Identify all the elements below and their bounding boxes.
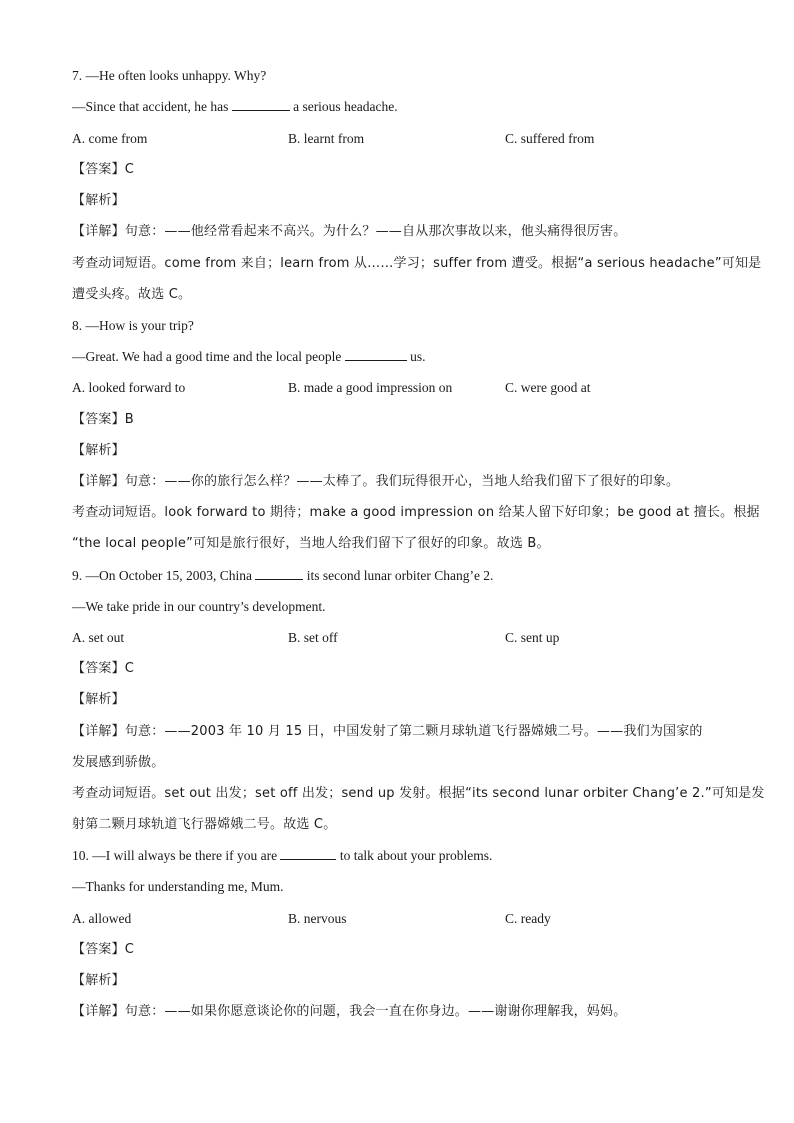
q9-blank	[255, 567, 303, 580]
q9-reply: —We take pride in our country’s development.	[72, 599, 326, 614]
q9-answer: 【答案】C	[72, 661, 135, 676]
q8-detail: 【详解】句意：——你的旅行怎么样？——太棒了。我们玩得很开心，当地人给我们留下了很好的印象。	[72, 474, 680, 489]
q9-option-c: C. sent up	[505, 630, 560, 645]
q9-option-b: B. set off	[288, 630, 338, 645]
q9-stem-pre: 9. —On October 15, 2003, China	[72, 568, 256, 583]
q7-reply-post: a serious headache.	[289, 99, 398, 114]
q7-option-b: B. learnt from	[288, 131, 365, 146]
q9-stem-post: its second lunar orbiter Chang’e 2.	[303, 568, 494, 583]
q7-analysis: 【解析】	[72, 193, 125, 208]
q8-explain-2: “the local people”可知是旅行很好，当地人给我们留下了很好的印象。故选 B。	[72, 536, 550, 551]
q8-analysis: 【解析】	[72, 443, 125, 458]
q10-answer: 【答案】C	[72, 942, 135, 957]
q9-explain-2: 射第二颗月球轨道飞行器嫦娥二号。故选 C。	[72, 817, 337, 832]
q7-detail: 【详解】句意：——他经常看起来不高兴。为什么？——自从那次事故以来，他头痛得很厉害。	[72, 224, 627, 239]
q7-explain-1: 考查动词短语。come from 来自；learn from 从……学习；suffer from 遭受。根据“a serious headache”可知是	[72, 256, 762, 271]
q8-blank	[345, 348, 407, 361]
q7-explain-2: 遭受头疼。故选 C。	[72, 287, 192, 302]
q7-blank	[232, 98, 290, 111]
q7-option-a: A. come from	[72, 131, 148, 146]
q8-reply-post: us.	[406, 349, 426, 364]
q9-detail-2: 发展感到骄傲。	[72, 755, 165, 770]
q10-blank	[280, 847, 336, 860]
q7-reply-pre: —Since that accident, he has	[72, 99, 232, 114]
q10-stem	[72, 846, 734, 866]
q8-option-b: B. made a good impression on	[288, 380, 453, 395]
q8-reply	[72, 347, 734, 367]
q8-option-a: A. looked forward to	[72, 380, 186, 395]
q10-option-c: C. ready	[505, 911, 551, 926]
q8-answer: 【答案】B	[72, 412, 134, 427]
q8-reply-pre: —Great. We had a good time and the local people	[72, 349, 345, 364]
q10-detail: 【详解】句意：——如果你愿意谈论你的问题，我会一直在你身边。——谢谢你理解我，妈妈。	[72, 1004, 627, 1019]
q10-stem-post: to talk about your problems.	[336, 848, 493, 863]
q9-analysis: 【解析】	[72, 692, 125, 707]
q7-option-c: C. suffered from	[505, 131, 595, 146]
q10-stem-pre: 10. —I will always be there if you are	[72, 848, 281, 863]
q10-analysis: 【解析】	[72, 973, 125, 988]
q8-explain-1: 考查动词短语。look forward to 期待；make a good impression on 给某人留下好印象；be good at 擅长。根据	[72, 505, 760, 520]
q9-explain-1: 考查动词短语。set out 出发；set off 出发；send up 发射。根据“its second lunar orbiter Chang’e 2.”可知是发	[72, 786, 765, 801]
q10-option-b: B. nervous	[288, 911, 347, 926]
q10-reply: —Thanks for understanding me, Mum.	[72, 879, 284, 894]
q7-stem: 7. —He often looks unhappy. Why?	[72, 68, 267, 83]
q8-stem: 8. —How is your trip?	[72, 318, 194, 333]
q8-option-c: C. were good at	[505, 380, 591, 395]
q7-reply	[72, 97, 734, 117]
q9-detail-1: 【详解】句意：——2003 年 10 月 15 日，中国发射了第二颗月球轨道飞行器嫦娥二号。——我们为国家的	[72, 724, 703, 739]
q9-option-a: A. set out	[72, 630, 125, 645]
q7-answer: 【答案】C	[72, 162, 135, 177]
q10-option-a: A. allowed	[72, 911, 132, 926]
q9-stem	[72, 566, 734, 586]
